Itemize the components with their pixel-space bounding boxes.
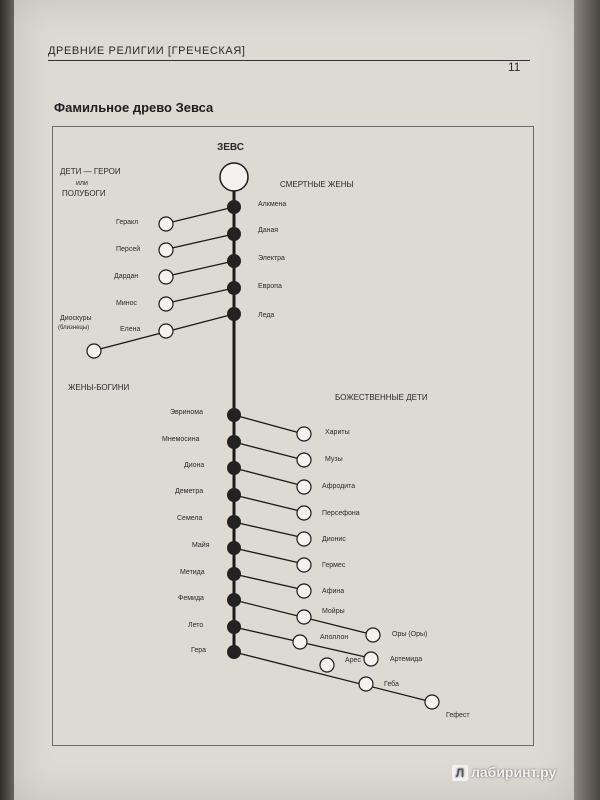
wife-label: Электра	[258, 255, 285, 262]
child-label: Геракл	[116, 219, 139, 226]
mortal-wife-branch	[114, 254, 285, 284]
child-node	[297, 480, 311, 494]
mortal-wife-branch	[58, 307, 274, 358]
wife-node	[227, 645, 241, 659]
wife-label: Деметра	[175, 488, 204, 495]
child-label: Арес	[345, 657, 361, 664]
child-label-2: Оры (Оры)	[392, 631, 428, 638]
child-node	[159, 297, 173, 311]
labirint-logo-icon: Л	[452, 765, 468, 781]
goddess-wife-branch	[184, 461, 355, 494]
child-label: Елена	[120, 326, 141, 333]
child-node	[293, 635, 307, 649]
wife-node	[227, 227, 241, 241]
wife-label: Лето	[188, 622, 204, 629]
child-node	[159, 243, 173, 257]
wife-node	[227, 620, 241, 634]
child-label: Гермес	[322, 562, 346, 569]
mortal-wife-branch	[116, 281, 282, 311]
wife-node	[227, 541, 241, 555]
child-node	[297, 610, 311, 624]
goddess-wives-header: ЖЕНЫ-БОГИНИ	[68, 383, 130, 392]
zeus-node	[220, 163, 248, 191]
wife-label: Фемида	[178, 595, 204, 602]
wife-node	[227, 435, 241, 449]
wife-node	[227, 567, 241, 581]
goddess-wife-branch	[191, 645, 470, 719]
dioscuri-label: Диоскуры	[60, 315, 92, 322]
child-label-3: Гефест	[446, 712, 470, 719]
wife-label: Диона	[184, 462, 205, 469]
wife-label: Гера	[191, 647, 207, 654]
child-label: Минос	[116, 300, 137, 307]
child-node	[297, 532, 311, 546]
child-node-2	[359, 677, 373, 691]
wife-label: Семела	[177, 515, 203, 522]
child-node	[159, 324, 173, 338]
hero-children-header-line2: или	[76, 180, 88, 187]
child-label: Персефона	[322, 510, 360, 517]
hero-children-header-line1: ДЕТИ — ГЕРОИ	[60, 167, 121, 176]
watermark	[452, 764, 556, 781]
child-label: Афина	[322, 588, 345, 595]
section-title: Фамильное древо Зевса	[54, 100, 214, 115]
wife-label: Мнемосина	[162, 436, 200, 443]
goddess-wife-branch	[188, 620, 422, 666]
wife-label: Даная	[258, 227, 279, 234]
divine-children-header: БОЖЕСТВЕННЫЕ ДЕТИ	[335, 393, 428, 402]
child-label: Дионис	[322, 536, 346, 543]
child-label: Мойры	[322, 608, 345, 615]
child-label: Персей	[116, 246, 141, 253]
dioscuri-node	[87, 344, 101, 358]
child-node	[320, 658, 334, 672]
wife-node	[227, 408, 241, 422]
goddess-wife-branch	[192, 541, 346, 572]
child-label-2: Артемида	[390, 656, 423, 663]
child-label: Аполлон	[320, 634, 349, 641]
child-node	[159, 270, 173, 284]
child-node-2	[364, 652, 378, 666]
wife-label: Майя	[192, 542, 210, 549]
child-label: Афродита	[322, 483, 356, 490]
child-node-3	[425, 695, 439, 709]
child-node	[297, 558, 311, 572]
child-node-2	[366, 628, 380, 642]
child-node	[297, 506, 311, 520]
wife-label: Леда	[258, 312, 275, 319]
wife-node	[227, 200, 241, 214]
child-label: Хариты	[325, 429, 350, 436]
mortal-wife-branch	[116, 227, 278, 257]
child-label: Музы	[325, 456, 343, 463]
goddess-wife-branch	[180, 567, 344, 598]
wife-node	[227, 307, 241, 321]
child-node	[297, 453, 311, 467]
wife-node	[227, 254, 241, 268]
child-label: Дардан	[114, 273, 139, 280]
dioscuri-sublabel: (близнецы)	[58, 325, 90, 331]
child-node	[297, 427, 311, 441]
child-node	[159, 217, 173, 231]
wife-node	[227, 461, 241, 475]
wife-label: Европа	[258, 283, 282, 290]
goddess-wife-branch	[178, 593, 427, 642]
wife-node	[227, 281, 241, 295]
hero-children-header-line3: ПОЛУБОГИ	[62, 189, 106, 198]
goddess-wife-branch	[175, 488, 360, 520]
page-number: 11	[508, 60, 521, 74]
watermark-text: лабиринт.ру	[471, 764, 557, 780]
child-node	[297, 584, 311, 598]
wife-node	[227, 488, 241, 502]
running-head: ДРЕВНИЕ РЕЛИГИИ [ГРЕЧЕСКАЯ]	[48, 45, 530, 61]
wife-node	[227, 515, 241, 529]
wife-label: Метида	[180, 569, 205, 576]
zeus-label: ЗЕВС	[217, 142, 244, 153]
child-label-2: Геба	[384, 681, 399, 688]
wife-node	[227, 593, 241, 607]
wife-label: Алкмена	[258, 201, 287, 208]
wife-label: Эвринома	[170, 409, 204, 416]
mortal-wives-header: СМЕРТНЫЕ ЖЕНЫ	[280, 180, 354, 189]
